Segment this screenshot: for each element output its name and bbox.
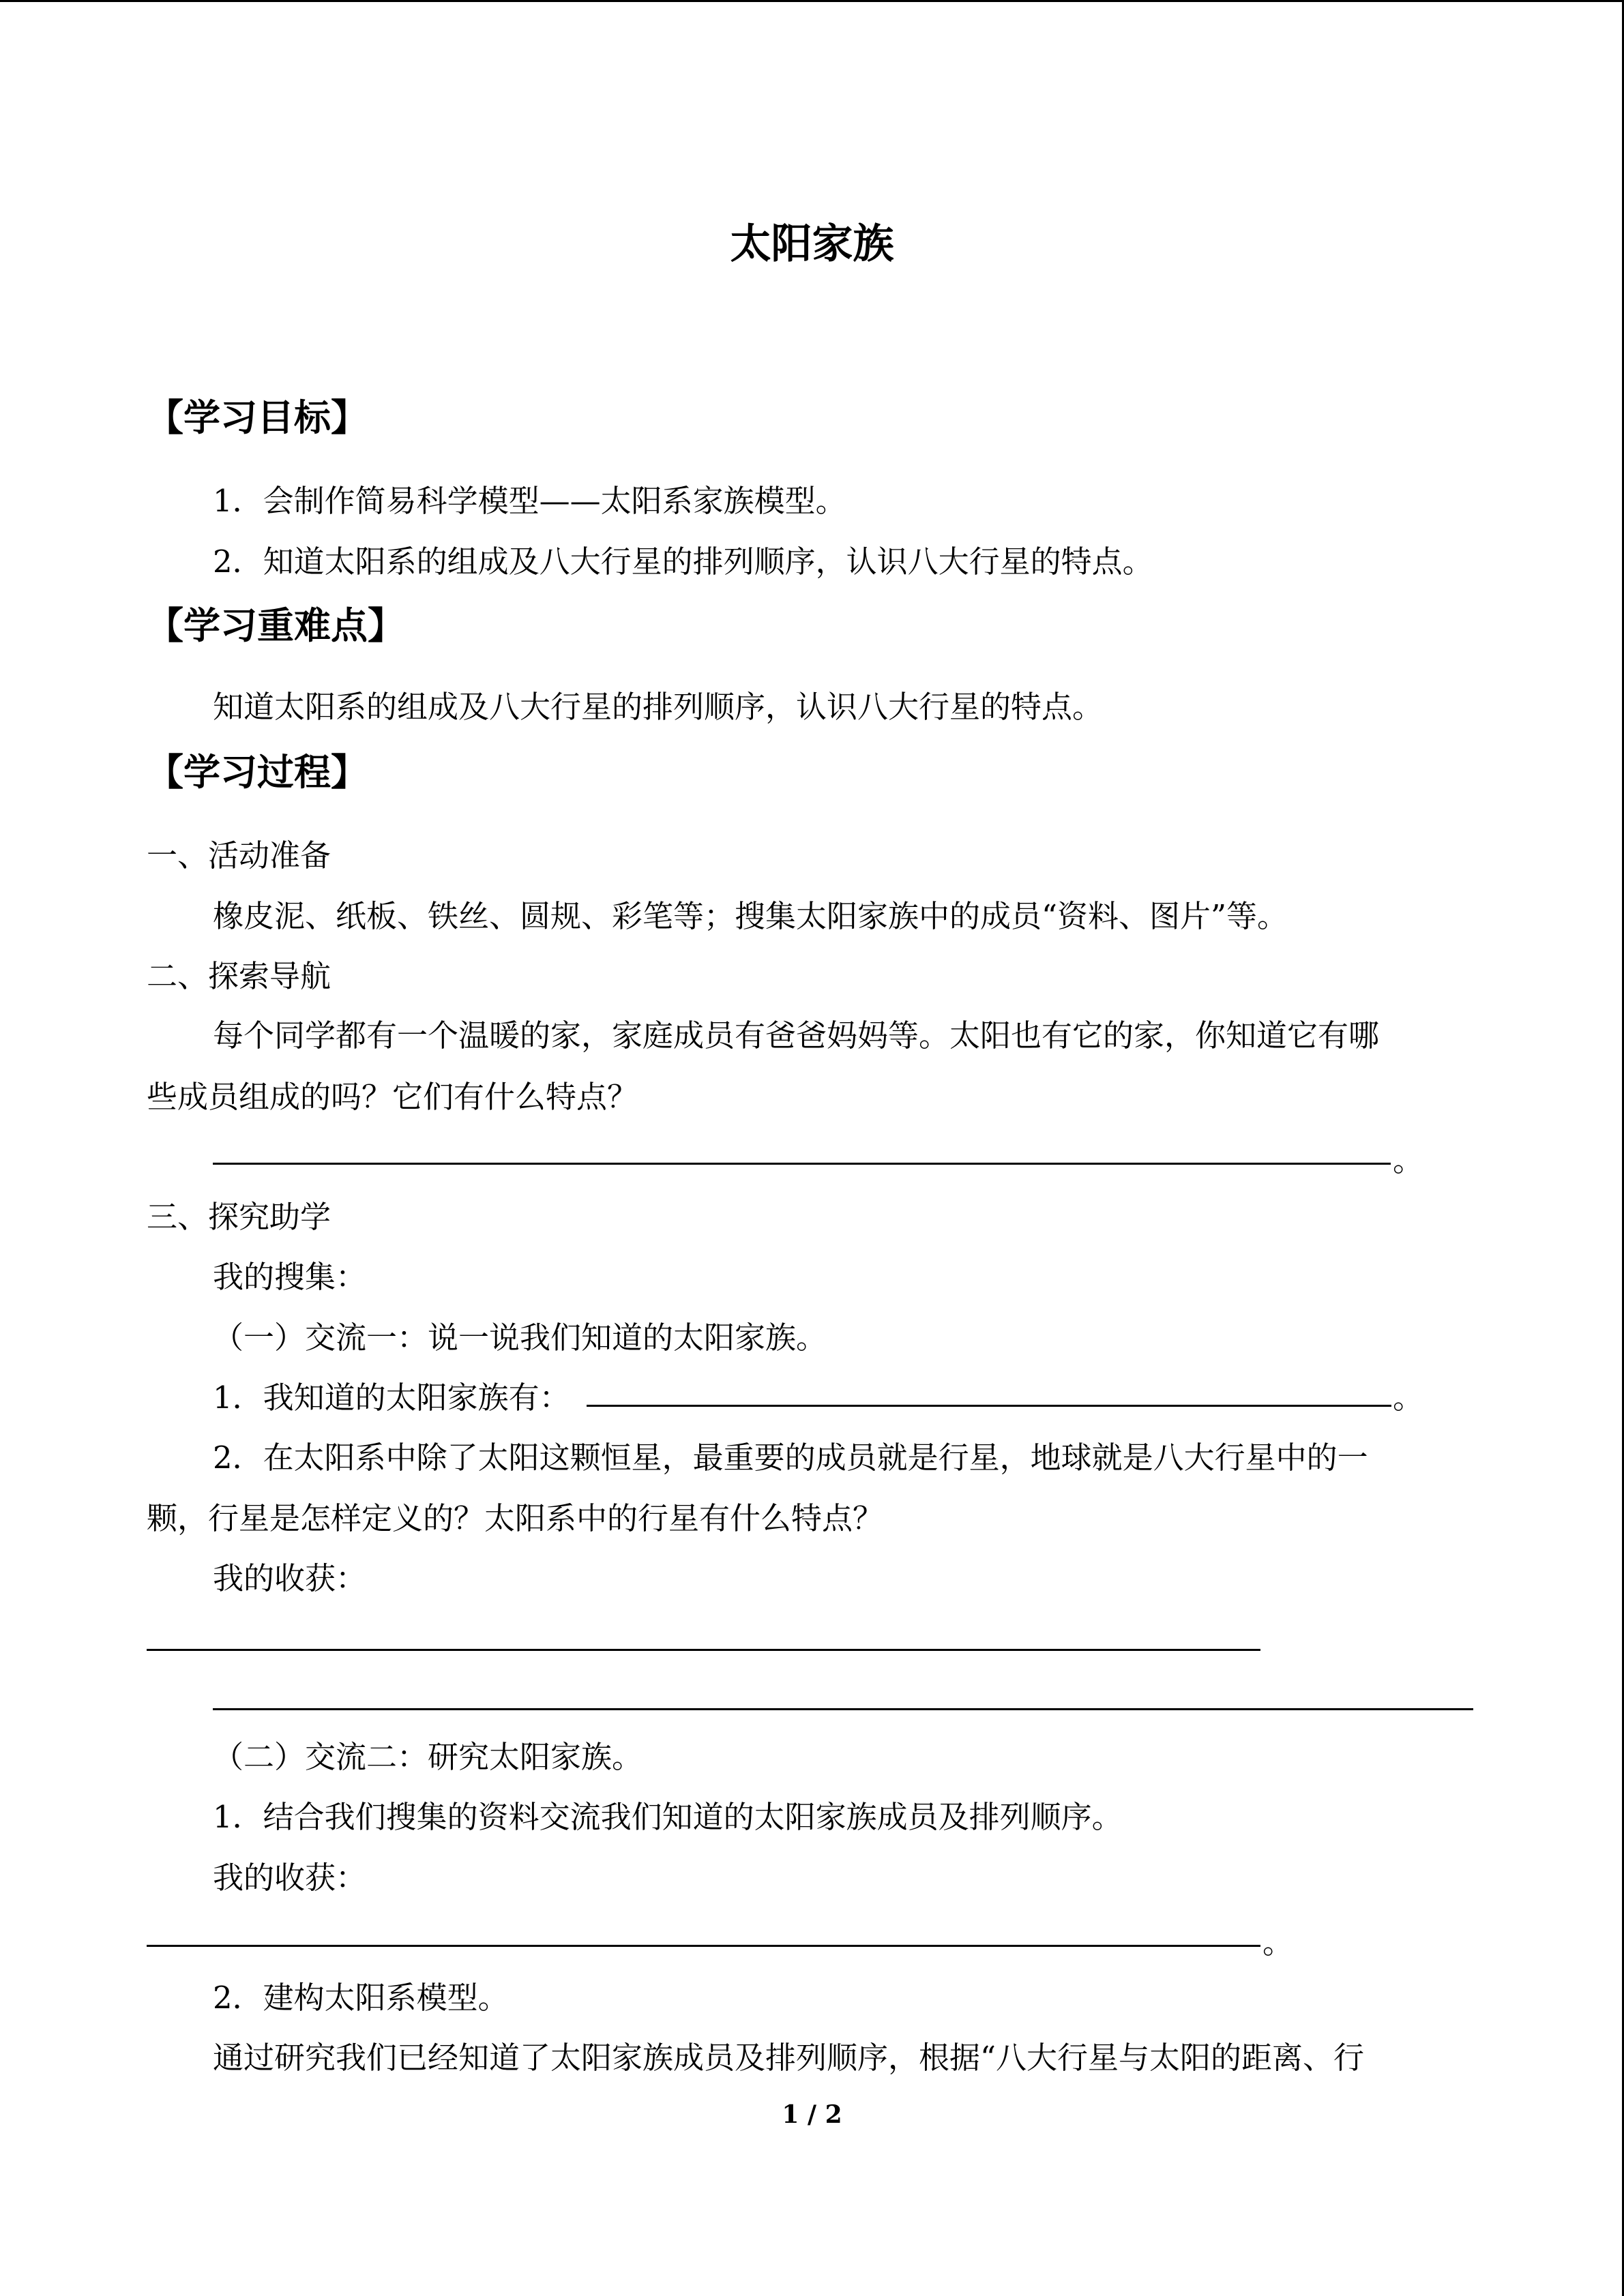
part3-title: 三、探究助学 bbox=[147, 1199, 331, 1235]
part1-title: 一、活动准备 bbox=[147, 837, 331, 874]
part1-text: 橡皮泥、纸板、铁丝、圆规、彩笔等；搜集太阳家族中的成员“资料、图片”等。 bbox=[213, 898, 1288, 934]
my-gain-label-2: 我的收获： bbox=[213, 1860, 367, 1896]
heading-learning-goals: 【学习目标】 bbox=[147, 396, 368, 439]
exchange1-item2-line2: 颗，行星是怎样定义的？太阳系中的行星有什么特点？ bbox=[147, 1500, 884, 1536]
heading-learning-process: 【学习过程】 bbox=[147, 751, 368, 794]
exchange2-item2: 2．建构太阳系模型。 bbox=[213, 1980, 509, 2016]
exchange2-item1: 1．结合我们搜集的资料交流我们知道的太阳家族成员及排列顺序。 bbox=[213, 1799, 1123, 1835]
part2-title: 二、探索导航 bbox=[147, 958, 331, 994]
exchange1-item1: 1．我知道的太阳家族有： bbox=[213, 1380, 570, 1416]
answer-blank-1[interactable] bbox=[213, 1163, 1391, 1165]
page-border-top bbox=[0, 0, 1624, 2]
exchange2-title: （二）交流二：研究太阳家族。 bbox=[213, 1739, 643, 1775]
blank-1-period: 。 bbox=[1393, 1142, 1424, 1178]
exchange1-item2-line1: 2．在太阳系中除了太阳这颗恒星，最重要的成员就是行星，地球就是八大行星中的一 bbox=[213, 1440, 1368, 1476]
heading-key-points: 【学习重难点】 bbox=[147, 604, 404, 647]
key-points-text: 知道太阳系的组成及八大行星的排列顺序，认识八大行星的特点。 bbox=[213, 689, 1104, 725]
answer-blank-5[interactable] bbox=[147, 1945, 1260, 1947]
goal-item-2: 2．知道太阳系的组成及八大行星的排列顺序，认识八大行星的特点。 bbox=[213, 543, 1153, 580]
page-title: 太阳家族 bbox=[730, 220, 894, 268]
page-number: 1 / 2 bbox=[782, 2100, 842, 2129]
blank-5-period: 。 bbox=[1263, 1924, 1294, 1960]
my-collection-label: 我的搜集： bbox=[213, 1259, 367, 1295]
answer-blank-3[interactable] bbox=[147, 1649, 1260, 1651]
part2-text-line2: 些成员组成的吗？它们有什么特点？ bbox=[147, 1079, 638, 1115]
exchange1-title: （一）交流一：说一说我们知道的太阳家族。 bbox=[213, 1320, 827, 1356]
part2-text-line1: 每个同学都有一个温暖的家，家庭成员有爸爸妈妈等。太阳也有它的家，你知道它有哪 bbox=[213, 1017, 1380, 1054]
answer-blank-2[interactable] bbox=[587, 1405, 1391, 1407]
my-gain-label: 我的收获： bbox=[213, 1560, 367, 1596]
goal-item-1: 1．会制作简易科学模型——太阳系家族模型。 bbox=[213, 483, 846, 519]
answer-blank-4[interactable] bbox=[213, 1708, 1473, 1710]
exchange2-text: 通过研究我们已经知道了太阳家族成员及排列顺序，根据“八大行星与太阳的距离、行 bbox=[213, 2040, 1365, 2076]
blank-2-period: 。 bbox=[1393, 1380, 1424, 1416]
